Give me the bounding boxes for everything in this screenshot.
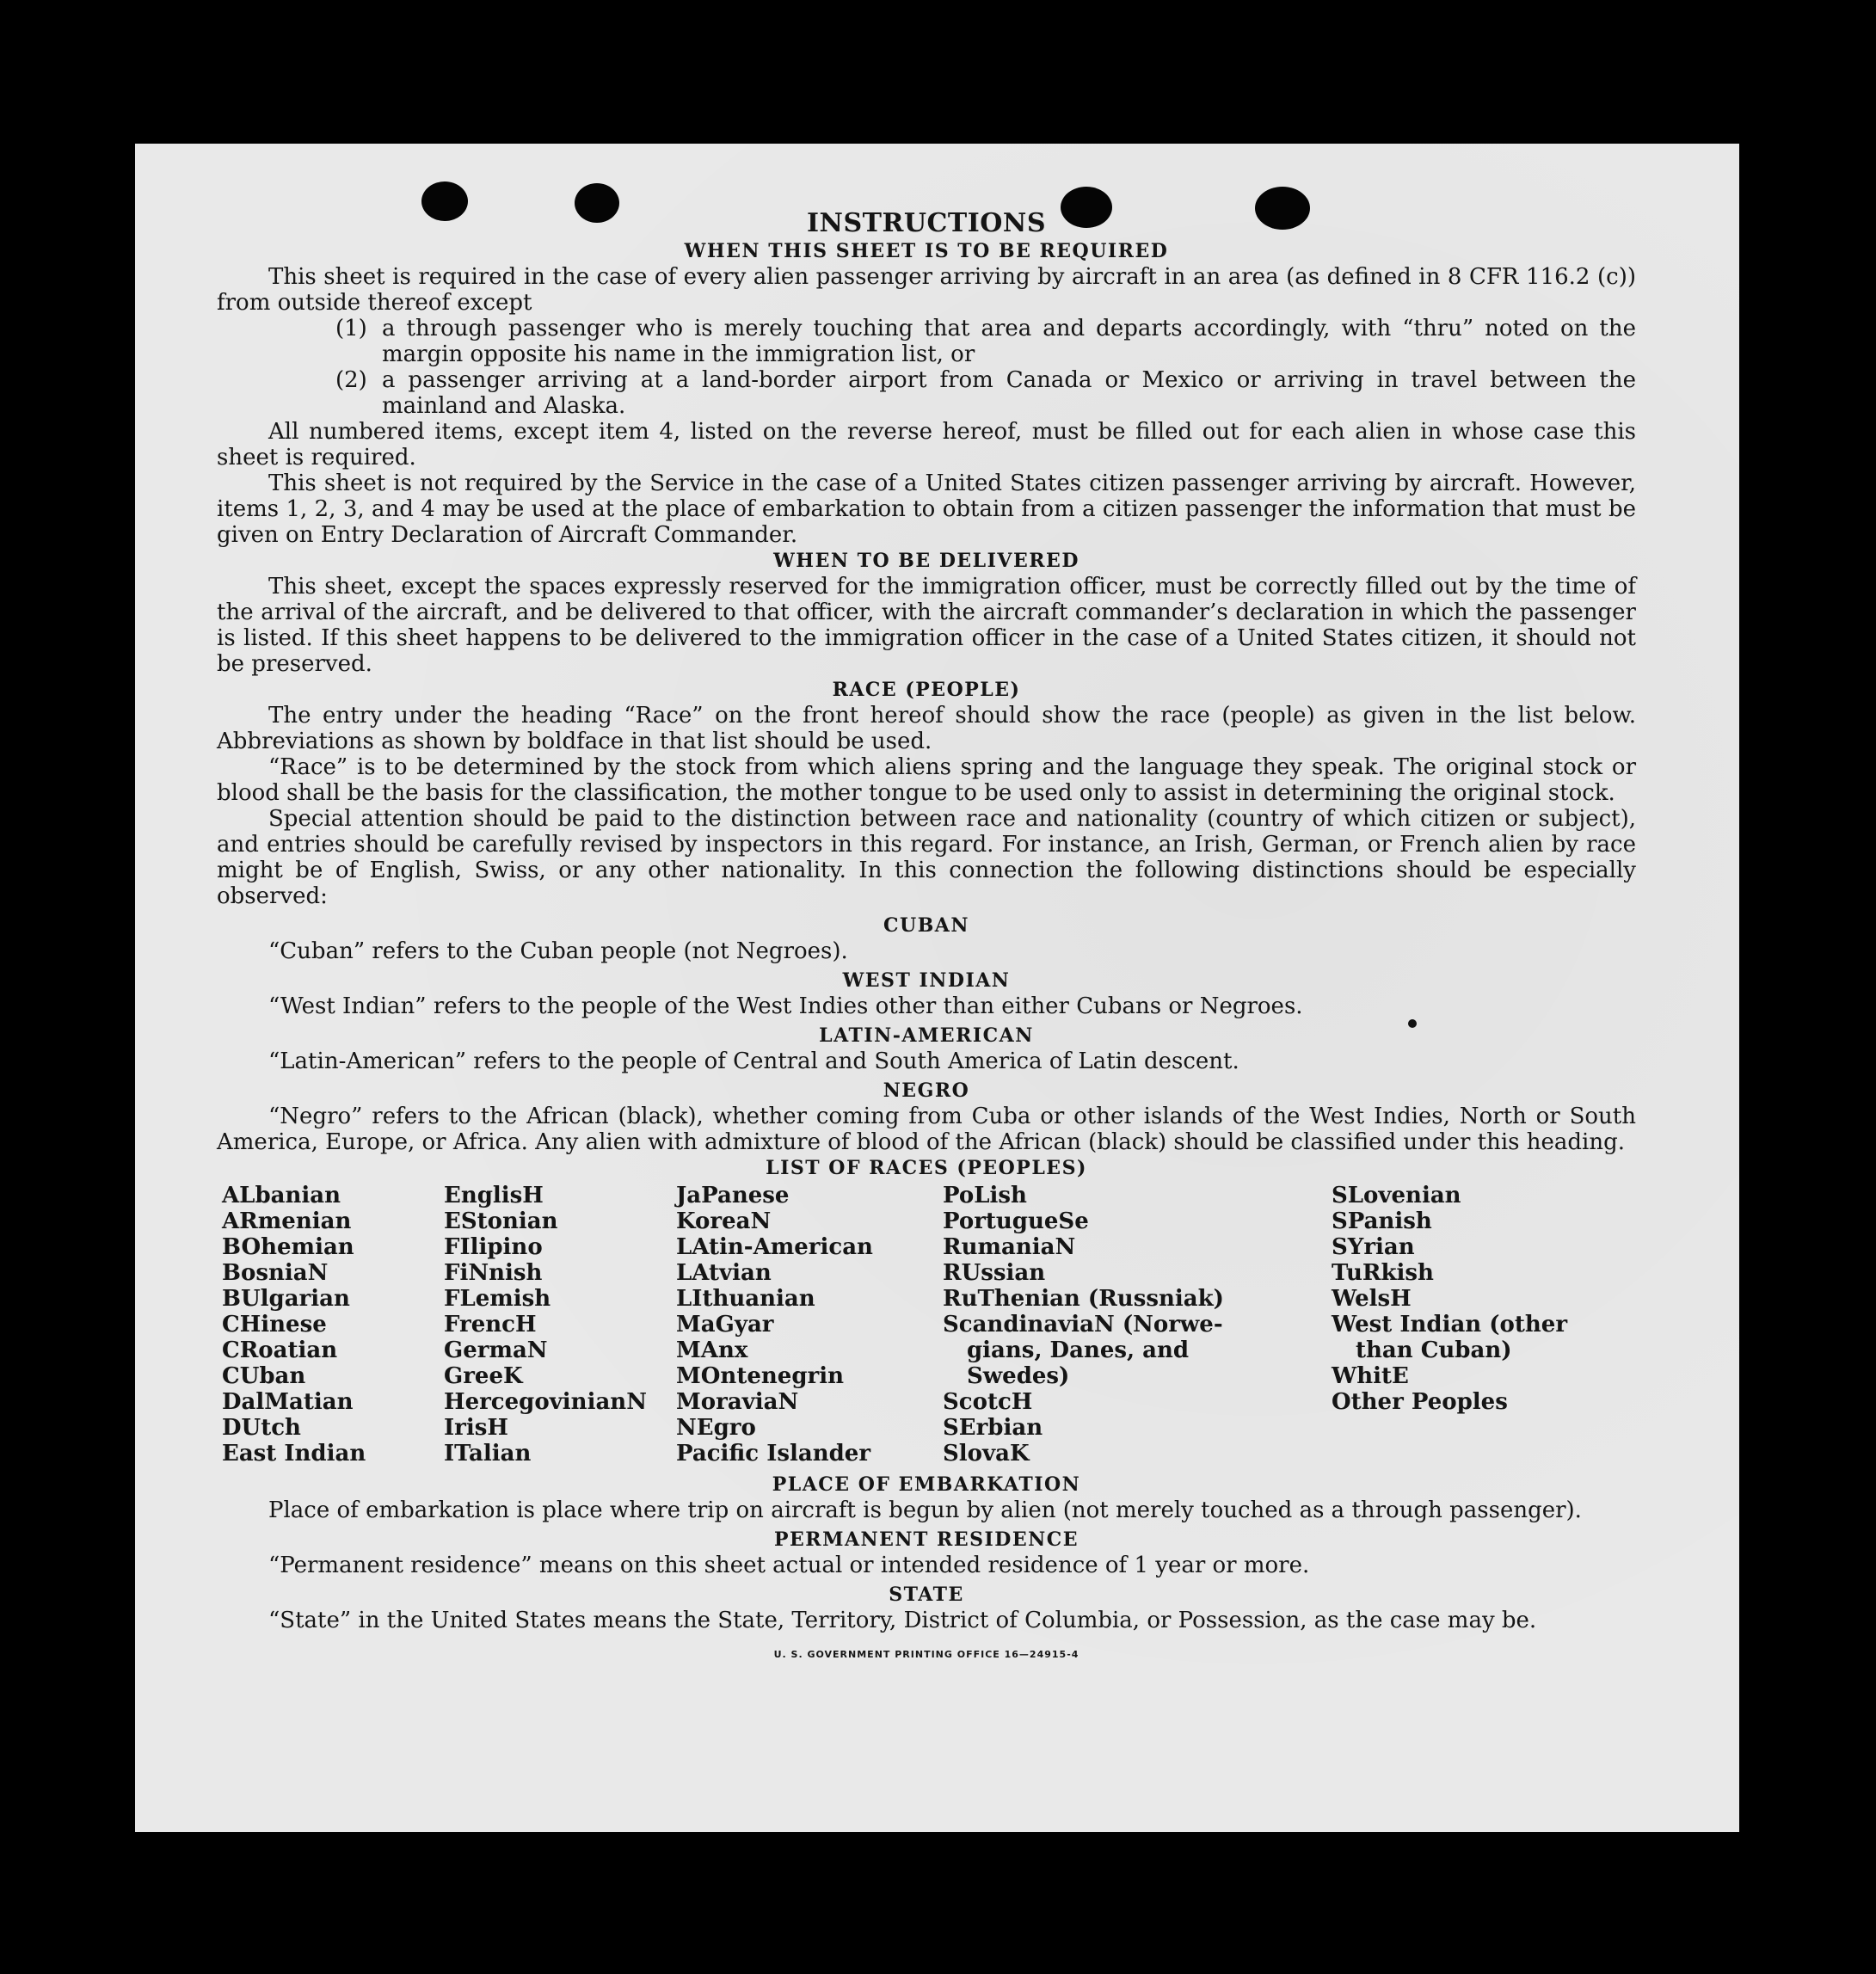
printer-imprint: U. S. GOVERNMENT PRINTING OFFICE 16—24915-4	[773, 1649, 1079, 1660]
paragraph: “Race” is to be determined by the stock from which aliens spring and the language they speak. The original stock or blood shall be the basis for the classification, the mother tongue to be used only to assist in determining the original stock.	[217, 754, 1636, 806]
race-item: EnglisH	[444, 1183, 544, 1208]
paragraph: “Latin-American” refers to the people of Central and South America of Latin descent.	[268, 1048, 1239, 1074]
race-item: IrisH	[444, 1415, 508, 1441]
paragraph: Place of embarkation is place where trip on aircraft is begun by alien (not merely touched as a through passenger).	[268, 1497, 1582, 1523]
race-item: CRoatian	[222, 1338, 338, 1363]
exception-item	[217, 367, 1636, 419]
race-item: WhitE	[1332, 1363, 1409, 1389]
race-item: Pacific Islander	[676, 1441, 871, 1467]
race-item: LAtvian	[676, 1260, 772, 1286]
heading-when-required: WHEN THIS SHEET IS TO BE REQUIRED	[684, 240, 1169, 262]
instructions-content	[217, 209, 1636, 1668]
race-item: ScandinaviaN (Norwe-	[943, 1312, 1223, 1338]
race-item: BOhemian	[222, 1234, 354, 1260]
exception-text: a passenger arriving at a land-border airport from Canada or Mexico or arriving in travel between the mainland and Alaska.	[382, 367, 1636, 419]
heading-race: RACE (PEOPLE)	[832, 679, 1021, 701]
race-item: MoraviaN	[676, 1389, 799, 1415]
race-item: SlovaK	[943, 1441, 1030, 1467]
race-item: SErbian	[943, 1415, 1043, 1441]
race-item: WelsH	[1332, 1286, 1412, 1312]
race-item: FLemish	[444, 1286, 551, 1312]
paragraph: This sheet, except the spaces expressly reserved for the immigration officer, must be correctly filled out by the time of the arrival of the aircraft, and be delivered to that officer, with the aircraft commander’s declaration in which the passenger is listed. If this sheet happens to be delivered to the immigration officer in the case of a United States citizen, it should not be preserved.	[217, 574, 1636, 677]
race-item: DalMatian	[222, 1389, 354, 1415]
races-column	[676, 1183, 943, 1467]
race-item: TuRkish	[1332, 1260, 1434, 1286]
race-item: LIthuanian	[676, 1286, 815, 1312]
paragraph: “State” in the United States means the State, Territory, District of Columbia, or Possession, as the case may be.	[268, 1608, 1537, 1633]
race-item: HercegovinianN	[444, 1389, 647, 1415]
race-item: gians, Danes, and	[967, 1338, 1190, 1363]
exception-number: (1)	[335, 316, 367, 341]
heading-state: STATE	[889, 1584, 964, 1606]
paragraph: This sheet is not required by the Service in the case of a United States citizen passenger arriving by aircraft. However, items 1, 2, 3, and 4 may be used at the place of embarkation to obtain from a citizen passenger the information that must be given on Entry Declaration of Aircraft Commander.	[217, 470, 1636, 548]
race-item: SLovenian	[1332, 1183, 1461, 1208]
paragraph: All numbered items, except item 4, listed on the reverse hereof, must be filled out for each alien in whose case this sheet is required.	[217, 419, 1636, 470]
races-column	[222, 1183, 444, 1467]
races-column	[444, 1183, 676, 1467]
heading-negro: NEGRO	[883, 1079, 970, 1102]
race-item: PoLish	[943, 1183, 1027, 1208]
race-item: ScotcH	[943, 1389, 1033, 1415]
race-item: PortugueSe	[943, 1208, 1089, 1234]
paragraph: The entry under the heading “Race” on the front hereof should show the race (people) as given in the list below. Abbreviations as shown by boldface in that list should be used.	[217, 703, 1636, 754]
race-item: RumaniaN	[943, 1234, 1076, 1260]
heading-latin-american: LATIN-AMERICAN	[819, 1024, 1034, 1047]
race-item: SYrian	[1332, 1234, 1415, 1260]
race-item: Swedes)	[967, 1363, 1070, 1389]
page-title: INSTRUCTIONS	[807, 208, 1046, 238]
race-item: MOntenegrin	[676, 1363, 844, 1389]
heading-list-of-races: LIST OF RACES (PEOPLES)	[766, 1157, 1087, 1179]
race-item: RUssian	[943, 1260, 1046, 1286]
race-item: BUlgarian	[222, 1286, 350, 1312]
race-item: EStonian	[444, 1208, 558, 1234]
heading-permanent-residence: PERMANENT RESIDENCE	[774, 1528, 1079, 1551]
race-item: CHinese	[222, 1312, 327, 1338]
race-item: MaGyar	[676, 1312, 774, 1338]
race-item: MAnx	[676, 1338, 748, 1363]
race-item: DUtch	[222, 1415, 301, 1441]
race-item: West Indian (other	[1332, 1312, 1568, 1338]
race-item: KoreaN	[676, 1208, 772, 1234]
race-item: FiNnish	[444, 1260, 543, 1286]
paragraph: “Negro” refers to the African (black), whether coming from Cuba or other islands of the West Indies, North or South America, Europe, or Africa. Any alien with admixture of blood of the African (black) should be classified under this heading.	[217, 1104, 1636, 1155]
races-list	[222, 1183, 1636, 1467]
race-item: GreeK	[444, 1363, 523, 1389]
race-item: CUban	[222, 1363, 306, 1389]
paragraph: “Cuban” refers to the Cuban people (not Negroes).	[268, 938, 848, 964]
exception-number: (2)	[335, 367, 367, 393]
race-item: than Cuban)	[1356, 1338, 1512, 1363]
heading-when-delivered: WHEN TO BE DELIVERED	[773, 550, 1079, 572]
race-item: Other Peoples	[1332, 1389, 1508, 1415]
race-item: RuThenian (Russniak)	[943, 1286, 1224, 1312]
races-column	[1332, 1183, 1624, 1467]
race-item: GermaN	[444, 1338, 548, 1363]
race-item: ITalian	[444, 1441, 532, 1467]
exception-item	[217, 316, 1636, 367]
races-column	[943, 1183, 1332, 1467]
race-item: JaPanese	[676, 1183, 790, 1208]
race-item: ALbanian	[222, 1183, 341, 1208]
paragraph: Special attention should be paid to the distinction between race and nationality (country of which citizen or subject), and entries should be carefully revised by inspectors in this regard. For instance, an Irish, German, or French alien by race might be of English, Swiss, or any other nationality. In this connection the following distinctions should be especially observed:	[217, 806, 1636, 909]
paragraph: “Permanent residence” means on this sheet actual or intended residence of 1 year or more.	[268, 1553, 1310, 1578]
paragraph: This sheet is required in the case of every alien passenger arriving by aircraft in an area (as defined in 8 CFR 116.2 (c)) from outside thereof except	[217, 264, 1636, 316]
race-item: FIlipino	[444, 1234, 543, 1260]
heading-place-of-embarkation: PLACE OF EMBARKATION	[772, 1473, 1081, 1496]
race-item: LAtin-American	[676, 1234, 873, 1260]
race-item: NEgro	[676, 1415, 756, 1441]
paragraph: “West Indian” refers to the people of the West Indies other than either Cubans or Negroes.	[268, 993, 1303, 1019]
exception-text: a through passenger who is merely touching that area and departs accordingly, with “thru” noted on the margin opposite his name in the immigration list, or	[382, 316, 1636, 367]
race-item: BosniaN	[222, 1260, 329, 1286]
race-item: FrencH	[444, 1312, 537, 1338]
heading-west-indian: WEST INDIAN	[842, 969, 1011, 992]
race-item: SPanish	[1332, 1208, 1432, 1234]
race-item: East Indian	[222, 1441, 366, 1467]
heading-cuban: CUBAN	[883, 914, 969, 937]
race-item: ARmenian	[222, 1208, 352, 1234]
